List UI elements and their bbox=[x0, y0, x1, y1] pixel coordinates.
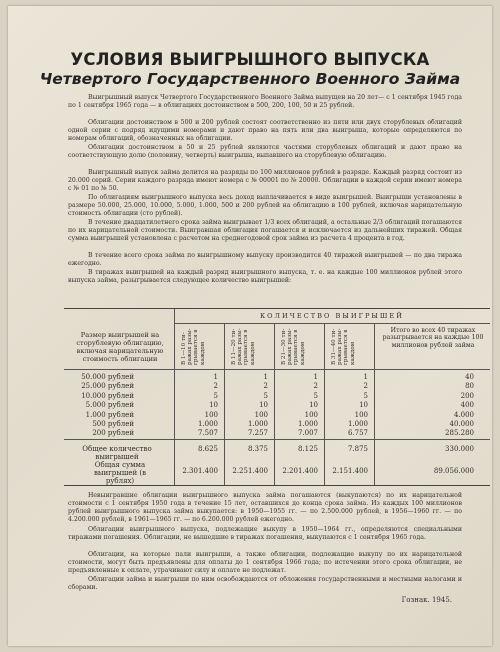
col-header-2: В 11—20 ти- ражах разы- грывается в каждом bbox=[231, 328, 256, 365]
row-value: 2 bbox=[263, 382, 268, 391]
row-label: 5.000 рублей bbox=[85, 401, 134, 410]
total-sum-1: 2.301.400 bbox=[182, 467, 218, 475]
total-count-3: 8.125 bbox=[297, 445, 318, 453]
row-value: 100 bbox=[354, 410, 368, 419]
row-value: 1 bbox=[313, 373, 318, 381]
row-value: 10 bbox=[259, 401, 268, 410]
row-label: 500 рублей bbox=[92, 420, 134, 428]
row-value: 5 bbox=[313, 391, 318, 400]
row-value: 40.000 bbox=[449, 420, 474, 428]
total-count-4: 7.875 bbox=[347, 445, 368, 453]
row-value: 1.000 bbox=[197, 420, 218, 428]
row-value: 100 bbox=[254, 410, 268, 419]
paragraph-6: В течение двадцатилетнего срока займа выигрывает 1/3 всех облигаций, а остальные 2/3 облигаций погашаются по их нарицательной стоимости. Выигравшая облигация погашается и исключается из дальнейших тиражей. Общая сумма выигрышей установлена с расчетом на среднегодовой срок займа из расчета 4 процента в год. bbox=[68, 219, 462, 243]
row-value: 2 bbox=[213, 382, 218, 391]
bond-sheet bbox=[8, 6, 492, 646]
total-sum-2: 2.251.400 bbox=[232, 467, 268, 475]
row-value: 200 bbox=[460, 391, 474, 400]
row-value: 1.000 bbox=[247, 420, 268, 428]
row-value: 10 bbox=[309, 401, 318, 410]
table-header-group: КОЛИЧЕСТВО ВЫИГРЫШЕЙ bbox=[260, 312, 404, 320]
paragraph-1: Выигрышный выпуск Четвертого Государственного Военного Займа выпущен на 20 лет— с 1 сентября 1945 года по 1 сентября 1965 года — в облигациях достоинством в 500, 200, 100, 50 и 25 рублей. bbox=[68, 94, 462, 110]
row-value: 80 bbox=[465, 382, 474, 391]
row-value: 1 bbox=[213, 373, 218, 381]
row-label: 1.000 рублей bbox=[85, 410, 134, 419]
col-header-total: Итого во всех 40 тиражах разыгрывается на каждые 100 миллионов рублей займа bbox=[382, 327, 484, 349]
row-value: 40 bbox=[465, 373, 474, 381]
col-header-3: В 21—30 ти- ражах разы- грывается в каждом bbox=[281, 328, 306, 365]
title-line-1: УСЛОВИЯ ВЫИГРЫШНОГО ВЫПУСКА bbox=[70, 50, 430, 69]
row-value: 1 bbox=[363, 373, 368, 381]
paragraph-5: По облигациям выигрышного выпуска весь доход выплачивается в виде выигрышей. Выигрыши установлены в размере 50.000, 25.000, 10.000, 5.000, 1.000, 500 и 200 рублей на облигацию в 100 рублей, включая нарицательную стоимость облигации (сто рублей). bbox=[68, 194, 462, 218]
row-value: 10 bbox=[359, 401, 368, 410]
paragraph-10: Облигации выигрышного выпуска, подлежащие выкупу в 1950—1964 гг., определяются специальными тиражами погашения. Облигации, не вышедшие в тиражах погашения, выкупаются с 1 сентября 1965 года. bbox=[68, 526, 462, 542]
row-value: 10 bbox=[209, 401, 218, 410]
row-label: 10.000 рублей bbox=[81, 391, 134, 400]
total-count-1: 8.625 bbox=[197, 445, 218, 453]
row-label: 25.000 рублей bbox=[81, 382, 134, 391]
row-label: 50.000 рублей bbox=[81, 373, 134, 381]
row-value: 7.007 bbox=[297, 429, 318, 438]
row-value: 7.507 bbox=[197, 429, 218, 438]
paragraph-9: Невыигравшие облигации выигрышного выпуска займа погашаются (выкупаются) по их нарицательной стоимости с 1 сентября 1950 года в течение 15 лет, оставшихся до конца срока займа. Из каждых 100 миллионов рублей выигрышного выпуска займа выкупается: в 1950—1955 гг. — по 2.500.000 рублей, в 1956—1960 гг. — по 4.200.000 рублей, в 1961—1965 гг. — по 6.200.000 рублей ежегодно. bbox=[68, 492, 462, 524]
paragraph-4: Выигрышный выпуск займа делится на разряды по 100 миллионов рублей в разряде. Каждый разряд состоит из 20.000 серий. Серии каждого разряда имеют номера с № 00001 по № 20000. Облигации в каждой серии имеют номера с № 01 по № 50. bbox=[68, 169, 462, 193]
row-value: 1 bbox=[263, 373, 268, 381]
row-label: 200 рублей bbox=[92, 429, 134, 438]
row-value: 100 bbox=[204, 410, 218, 419]
total-count-label: Общее количество выигрышей bbox=[82, 445, 152, 461]
total-sum-total: 89.056.000 bbox=[433, 467, 474, 475]
row-value: 6.757 bbox=[347, 429, 368, 438]
col-header-4: В 31—40 ти- ражах разы- грывается в каждом bbox=[331, 328, 356, 365]
total-count-total: 330.000 bbox=[445, 445, 474, 453]
row-value: 2 bbox=[363, 382, 368, 391]
row-value: 5 bbox=[263, 391, 268, 400]
paragraph-7: В течение всего срока займа по выигрышному выпуску производится 40 тиражей выигрышей — по два тиража ежегодно. bbox=[68, 252, 462, 268]
row-value: 1.000 bbox=[347, 420, 368, 428]
row-value: 4.000 bbox=[453, 410, 474, 419]
row-value: 285.280 bbox=[445, 429, 474, 438]
col-header-1: В 1—10 ти- ражах разы- грывается в каждом bbox=[181, 328, 206, 365]
paragraph-11: Облигации, на которые пали выигрыши, а также облигации, подлежащие выкупу по их нарицательной стоимости, могут быть предъявлены для оплаты до 1 сентября 1966 года; по истечении этого срока облигации, не предъявленные к оплате, утрачивают силу и оплате не подлежат. bbox=[68, 551, 462, 575]
row-value: 100 bbox=[304, 410, 318, 419]
table-left-header: Размер выигрышей на сторублевую облигацию, включая нарицательную стоимость облигации bbox=[76, 331, 164, 363]
row-value: 5 bbox=[363, 391, 368, 400]
row-value: 5 bbox=[213, 391, 218, 400]
total-count-2: 8.375 bbox=[247, 445, 268, 453]
total-sum-4: 2.151.400 bbox=[332, 467, 368, 475]
row-value: 2 bbox=[313, 382, 318, 391]
paragraph-2: Облигации достоинством в 500 и 200 рублей состоят соответственно из пяти или двух сторублевых облигаций одной серии с подряд идущими номерами и дают право на пять или два выигрыша, которые определяются по номерам облигаций, обозначенных на облигации. bbox=[68, 119, 462, 143]
printer-mark: Гознак. 1945. bbox=[401, 596, 452, 604]
paragraph-3: Облигации достоинством в 50 и 25 рублей являются частями сторублевых облигаций и дают право на соответствующую долю (половину, четверть) выигрыша, выпавшего на сторублевую облигацию. bbox=[68, 144, 462, 160]
paragraph-12: Облигации займа и выигрыши по ним освобождаются от обложения государственными и местными налогами и сборами. bbox=[68, 576, 462, 592]
row-value: 400 bbox=[460, 401, 474, 410]
prize-table bbox=[64, 308, 490, 486]
total-sum-3: 2.201.400 bbox=[282, 467, 318, 475]
row-value: 7.257 bbox=[247, 429, 268, 438]
row-value: 1.000 bbox=[297, 420, 318, 428]
title-line-2: Четвертого Государственного Военного Займа bbox=[39, 70, 461, 88]
total-sum-label: Общая сумма выигрышей (в рублях) bbox=[93, 461, 147, 485]
paragraph-8: В тиражах выигрышей на каждый разряд выигрышного выпуска, т. е. на каждые 100 миллионов рублей этого выпуска займа, разыгрывается следующее количество выигрышей: bbox=[68, 269, 462, 285]
